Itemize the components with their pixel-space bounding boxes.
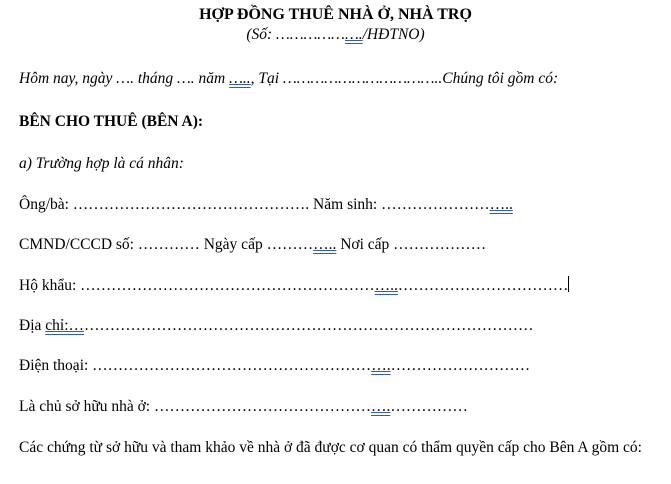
owner-text-end: …………… bbox=[390, 398, 468, 415]
household-field bbox=[19, 276, 569, 295]
contract-number bbox=[0, 26, 671, 44]
household-blank: ….. bbox=[374, 277, 398, 294]
address-dots: …………………………………………………………………………… bbox=[84, 317, 534, 334]
contract-number-blank: …. bbox=[344, 26, 363, 43]
closing-paragraph: Các chứng từ sở hữu và tham khảo về nhà ở đã được cơ quan có thẩm quyền cấp cho Bên A gồm có: bbox=[19, 439, 642, 456]
owner-text: Là chủ sở hữu nhà ở: …………………………………… bbox=[19, 398, 371, 415]
intro-place-text: , Tại ……………………………..Chúng tôi gồm có: bbox=[250, 70, 559, 87]
phone-text: Điện thoại: ……………………………………………… bbox=[19, 357, 372, 374]
address-label: Địa bbox=[19, 317, 46, 334]
household-text-end: …………………………… bbox=[397, 277, 569, 294]
id-card-text: CMND/CCCD số: ………… Ngày cấp ……… bbox=[19, 236, 314, 253]
section-heading: BÊN CHO THUÊ (BÊN A): bbox=[19, 113, 204, 130]
id-card-field bbox=[19, 236, 486, 254]
name-field-text: Ông/bà: ………………………………………. Năm sinh: ………………… bbox=[19, 196, 490, 213]
contract-number-prefix: (Số: …………… bbox=[246, 26, 345, 43]
intro-date-text: Hôm nay, ngày …. tháng …. năm bbox=[19, 70, 230, 87]
phone-field bbox=[19, 357, 530, 375]
intro-year-blank: ….. bbox=[229, 70, 251, 87]
address-blank: … bbox=[68, 317, 85, 334]
phone-blank: …. bbox=[371, 357, 391, 374]
name-field bbox=[19, 196, 513, 214]
address-label-underlined: chỉ: bbox=[45, 317, 69, 334]
owner-blank: …. bbox=[371, 398, 391, 415]
owner-field bbox=[19, 398, 468, 416]
address-field bbox=[19, 317, 534, 335]
birth-year-blank: ….. bbox=[489, 196, 513, 213]
intro-line bbox=[19, 70, 558, 88]
case-heading: a) Trường hợp là cá nhân: bbox=[19, 155, 184, 172]
issue-date-blank: ….. bbox=[313, 236, 337, 253]
phone-text-end: ……………………… bbox=[390, 357, 531, 374]
issue-place-text: Nơi cấp ……………… bbox=[336, 236, 487, 253]
household-text: Hộ khẩu: ………………………………………………… bbox=[19, 277, 375, 294]
contract-number-suffix: /HĐTNO) bbox=[362, 26, 425, 43]
text-cursor bbox=[568, 276, 569, 292]
document-title: HỢP ĐỒNG THUÊ NHÀ Ở, NHÀ TRỌ bbox=[199, 6, 472, 23]
